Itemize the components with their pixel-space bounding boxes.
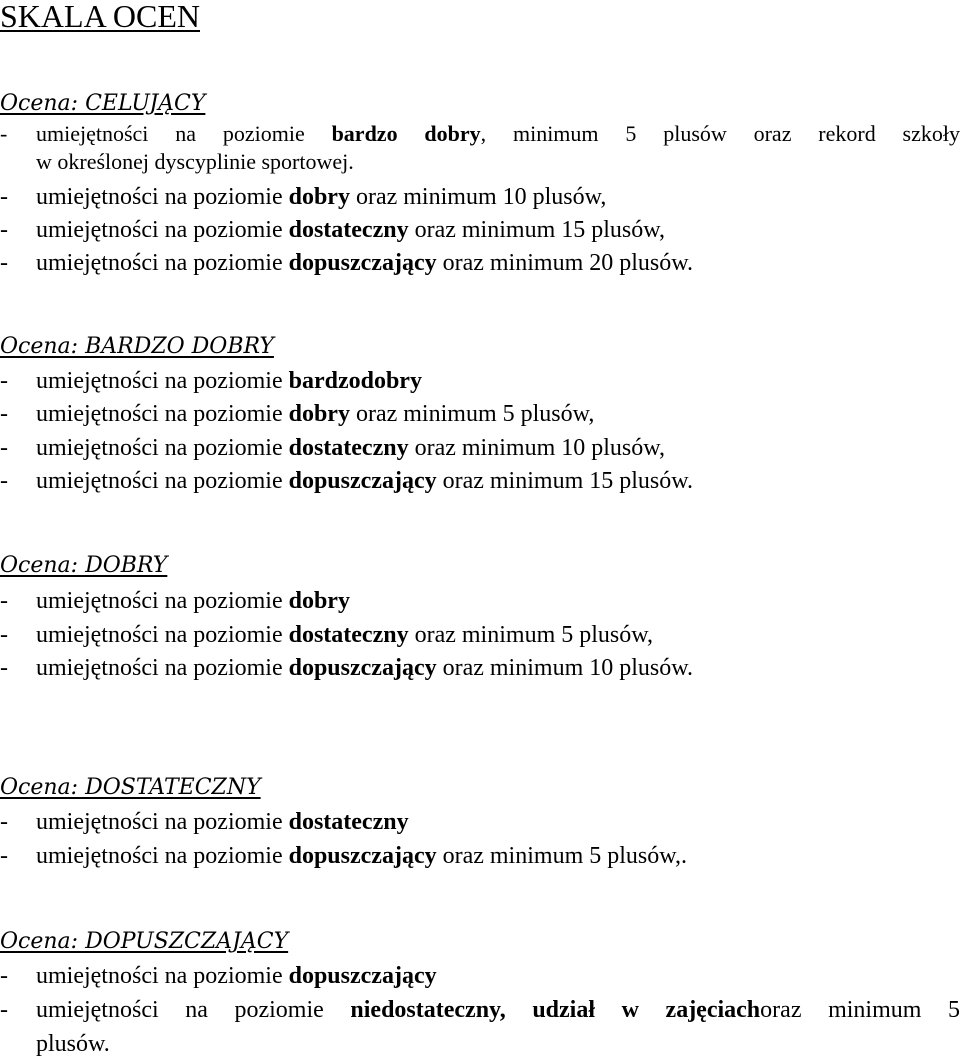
list-item: - umiejętności na poziomie bardzodobry bbox=[0, 368, 422, 394]
list-item-continuation: plusów. bbox=[36, 1031, 110, 1057]
grade-heading-dobry: Ocena: DOBRY bbox=[0, 553, 168, 578]
grade-heading-celujacy: Ocena: CELUJĄCY bbox=[0, 91, 206, 116]
list-item: - umiejętności na poziomie dobry oraz minimum 10 plusów, bbox=[0, 184, 607, 210]
grade-heading-dopuszczajacy: Ocena: DOPUSZCZAJĄCY bbox=[0, 929, 289, 954]
list-item: - umiejętności na poziomie dopuszczający oraz minimum 15 plusów. bbox=[0, 468, 694, 494]
grade-heading-dostateczny: Ocena: DOSTATECZNY bbox=[0, 775, 261, 800]
grade-heading-bardzo-dobry: Ocena: BARDZO DOBRY bbox=[0, 334, 274, 359]
list-item: - umiejętności na poziomie dostateczny oraz minimum 10 plusów, bbox=[0, 435, 666, 461]
list-item: - umiejętności na poziomie dobry bbox=[0, 588, 350, 614]
list-item: - umiejętności na poziomie dopuszczający oraz minimum 10 plusów. bbox=[0, 655, 694, 681]
list-item: - umiejętności na poziomie dopuszczający oraz minimum 5 plusów,. bbox=[0, 843, 688, 869]
list-item: - umiejętności na poziomie bardzo dobry, minimum 5 plusów oraz rekord szkoły bbox=[0, 121, 960, 146]
list-item-continuation: w określonej dyscyplinie sportowej. bbox=[36, 149, 354, 174]
list-item: - umiejętności na poziomie dopuszczający oraz minimum 20 plusów. bbox=[0, 250, 694, 276]
list-item: - umiejętności na poziomie niedostateczny, udział w zajęciachoraz minimum 5 bbox=[0, 997, 960, 1023]
page-title: SKALA OCEN bbox=[0, 0, 201, 34]
list-item: - umiejętności na poziomie dostateczny bbox=[0, 809, 409, 835]
list-item: - umiejętności na poziomie dostateczny oraz minimum 5 plusów, bbox=[0, 622, 654, 648]
list-item: - umiejętności na poziomie dobry oraz minimum 5 plusów, bbox=[0, 401, 595, 427]
list-item: - umiejętności na poziomie dopuszczający bbox=[0, 963, 437, 989]
list-item: - umiejętności na poziomie dostateczny oraz minimum 15 plusów, bbox=[0, 217, 666, 243]
